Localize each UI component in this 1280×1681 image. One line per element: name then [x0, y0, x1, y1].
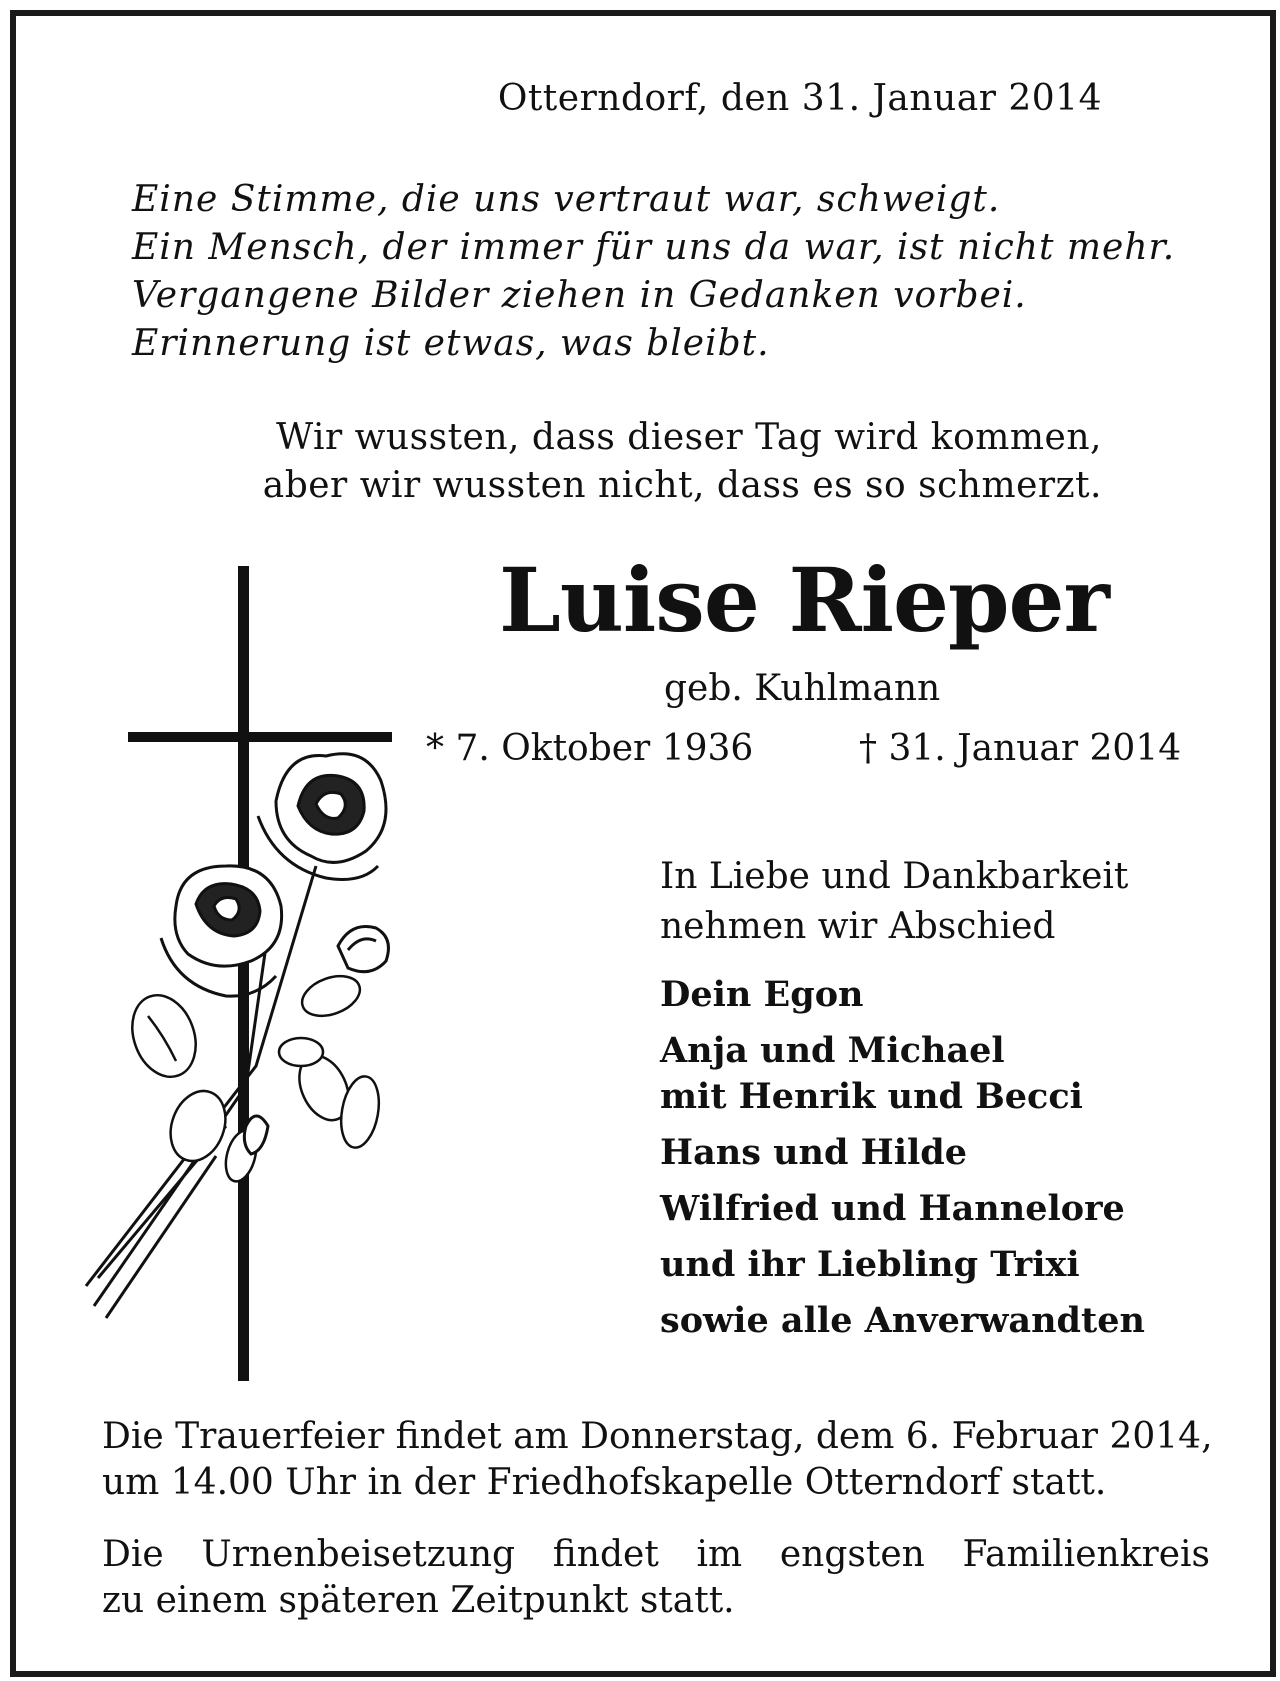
verse-line: aber wir wussten nicht, dass es so schmerzt.: [262, 465, 1102, 506]
family-line: Anja und Michael: [660, 1030, 1005, 1071]
place-date: Otterndorf, den 31. Januar 2014: [497, 78, 1102, 119]
ceremony-line: Die Trauerfeier findet am Donnerstag, dem 6. Februar 2014,: [102, 1416, 1213, 1457]
maiden-name: geb. Kuhlmann: [664, 668, 941, 709]
farewell-line: In Liebe und Dankbarkeit: [660, 856, 1129, 897]
farewell-line: nehmen wir Abschied: [660, 906, 1056, 947]
cross-with-roses-icon: [76, 566, 426, 1386]
poem-line: Ein Mensch, der immer für uns da war, ist nicht mehr.: [132, 227, 1176, 268]
deceased-name: Luise Rieper: [499, 548, 1109, 652]
poem-line: Eine Stimme, die uns vertraut war, schweigt.: [132, 179, 1001, 220]
birth-date: * 7. Oktober 1936: [426, 728, 754, 769]
ceremony-line: um 14.00 Uhr in der Friedhofskapelle Otterndorf statt.: [102, 1462, 1107, 1503]
poem: [132, 176, 1175, 368]
family-line: Dein Egon: [660, 974, 864, 1015]
burial-line: zu einem späteren Zeitpunkt statt.: [102, 1580, 735, 1621]
poem-line: Erinnerung ist etwas, was bleibt.: [132, 323, 770, 364]
verse-line: Wir wussten, dass dieser Tag wird kommen,: [276, 417, 1102, 458]
ceremony-notice: [102, 1414, 1213, 1506]
family-line: und ihr Liebling Trixi: [660, 1244, 1080, 1285]
family-line: sowie alle Anverwandten: [660, 1300, 1145, 1341]
death-date: † 31. Januar 2014: [859, 728, 1182, 769]
burial-line: Die Urnenbeisetzung findet im engsten Familienkreis: [102, 1534, 1210, 1575]
farewell: [660, 852, 1128, 952]
family-line: Hans und Hilde: [660, 1132, 968, 1173]
family-line: mit Henrik und Becci: [660, 1076, 1083, 1117]
family-line: Wilfried und Hannelore: [660, 1188, 1125, 1229]
verse: [263, 414, 1102, 510]
obituary-frame: [10, 10, 1276, 1677]
burial-notice: [102, 1532, 1210, 1624]
poem-line: Vergangene Bilder ziehen in Gedanken vorbei.: [132, 275, 1027, 316]
